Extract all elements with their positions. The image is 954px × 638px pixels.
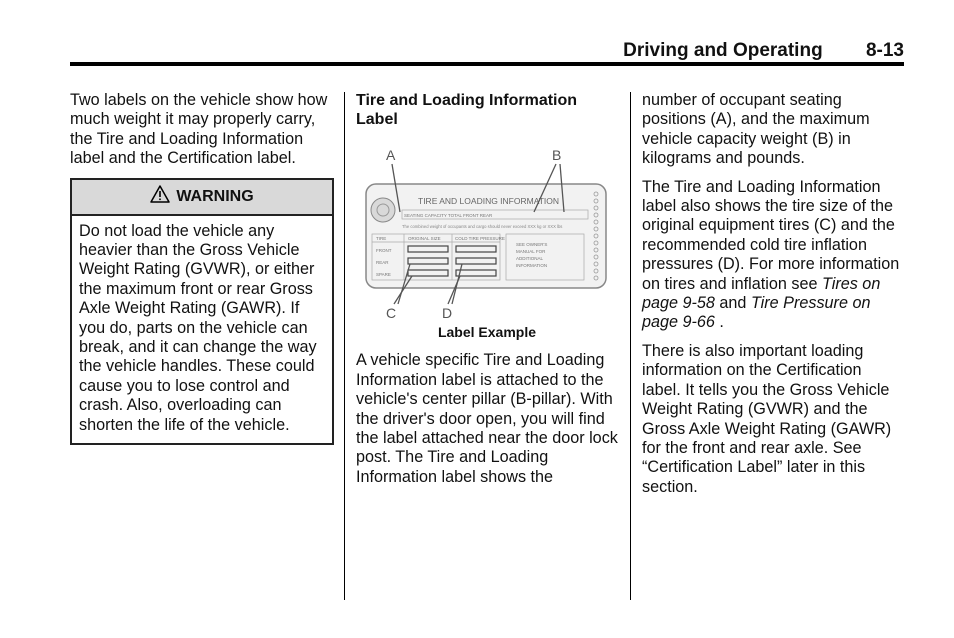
reference-link[interactable]: Tires on page 9-58 <box>642 274 881 313</box>
column-divider <box>630 92 631 600</box>
weight-row: The combined weight of occupants and cargo should never exceed XXX kg or XXX lbs <box>402 224 563 229</box>
callout-c: C <box>386 305 397 321</box>
row-rear: REAR <box>376 260 389 265</box>
row-front: FRONT <box>376 248 392 253</box>
warning-text: Do not load the vehicle any heavier than the Gross Vehicle Weight Rating (GVWR), or either the maximum front or rear Gross Axle Weight Rating (GAWR). If you do, parts on the vehicle can break, and it can change the way the vehicle handles. These could cause you to lose control and crash. Also, overloading can shorten the life of the vehicle. <box>79 221 317 434</box>
column-divider <box>344 92 345 600</box>
callout-b: B <box>552 147 562 163</box>
see-manual-line: SEE OWNER'S <box>516 242 548 247</box>
page-header <box>623 40 904 62</box>
col-size: ORIGINAL SIZE <box>408 236 441 241</box>
col-pressure: COLD TIRE PRESSURE <box>455 236 505 241</box>
see-manual-line: INFORMATION <box>516 263 548 268</box>
body-paragraph <box>642 178 904 333</box>
tire-label-illustration <box>356 138 618 323</box>
section-title: Driving and Operating <box>623 40 823 61</box>
body-text: The Tire and Loading Information label also shows the tire size of the original equipment tires (C) and the recommended cold tire inflation pressures (D). For more information on tires and inflation see <box>642 177 900 293</box>
see-manual-line: ADDITIONAL <box>516 256 544 261</box>
see-manual-line: MANUAL FOR <box>516 249 546 254</box>
section-heading: Tire and Loading Information Label <box>356 92 578 128</box>
body-paragraph: number of occupant seating positions (A), and the maximum vehicle capacity weight (B) in kilograms and pounds. <box>642 91 870 168</box>
column-2 <box>356 91 618 496</box>
callout-d: D <box>442 305 453 321</box>
callout-a: A <box>386 147 396 163</box>
row-spare: SPARE <box>376 272 391 277</box>
tire-emblem-icon <box>371 198 395 222</box>
body-paragraph: There is also important loading information on the Certification label. It tells you the Gross Vehicle Weight Rating (GVWR) and the Gross Axle Weight Rating (GAWR) for the front and rear axle. See “Certification Label” later in this section. <box>642 341 892 496</box>
body-paragraph: A vehicle specific Tire and Loading Information label is attached to the vehicle's center pillar (B-pillar). With the driver's door open, you will find the label attached near the door lock post. The Tire and Loading Information label shows the <box>356 351 618 486</box>
col-tire: TIRE <box>376 236 387 241</box>
warning-header <box>72 180 332 216</box>
page-number: 8-13 <box>865 40 904 61</box>
warning-triangle-icon <box>150 185 170 203</box>
body-text: . <box>714 313 724 332</box>
seating-row: SEATING CAPACITY TOTAL FRONT REAR <box>404 213 493 218</box>
column-3 <box>642 91 904 506</box>
column-1 <box>70 91 334 445</box>
label-title: TIRE AND LOADING INFORMATION <box>418 196 560 206</box>
intro-paragraph: Two labels on the vehicle show how much weight it may properly carry, the Tire and Loading Information label and the Certification label. <box>70 91 328 168</box>
warning-box <box>70 178 334 445</box>
header-rule <box>70 62 904 66</box>
warning-title: WARNING <box>176 187 254 205</box>
body-text: and <box>714 294 751 313</box>
figure-caption: Label Example <box>437 324 537 340</box>
reference-link[interactable]: Tire Pressure on page 9-66 <box>642 294 871 332</box>
